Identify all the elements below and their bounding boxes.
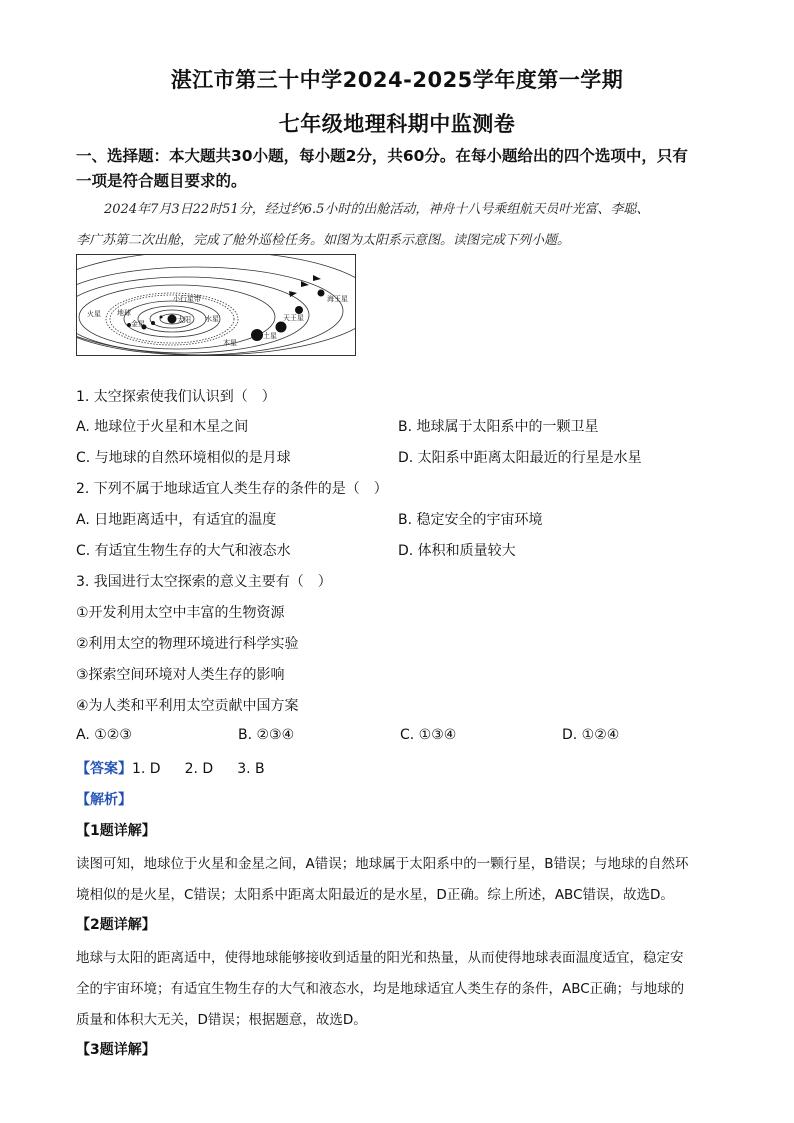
- q2-detail-line1: 地球与太阳的距离适中，使得地球能够接收到适量的阳光和热量，从而使得地球表面温度适宜，稳定安: [76, 950, 684, 966]
- q1-option-d[interactable]: D. 太阳系中距离太阳最近的行星是水星: [398, 450, 642, 466]
- mercury-marker: [160, 316, 163, 319]
- answer-row: [76, 758, 265, 778]
- q2-option-b[interactable]: B. 稳定安全的宇宙环境: [398, 512, 543, 528]
- orbit-neptune: [77, 255, 355, 355]
- orbit-arrow-3: [313, 275, 321, 281]
- question-1-stem: 1. 太空探索使我们认识到（ ）: [76, 389, 276, 405]
- q1-option-c[interactable]: C. 与地球的自然环境相似的是月球: [76, 450, 291, 466]
- label-sun: 太阳: [177, 316, 191, 324]
- solar-system-diagram: [76, 254, 356, 356]
- page-subtitle: 七年级地理科期中监测卷: [278, 112, 516, 136]
- q2-detail-line3: 质量和体积大无关，D错误；根据题意，故选D。: [76, 1012, 367, 1028]
- label-venus: 金星: [131, 320, 145, 328]
- q3-item-2: ②利用太空的物理环境进行科学实验: [76, 636, 299, 652]
- q1-option-a[interactable]: A. 地球位于火星和木星之间: [76, 419, 249, 435]
- q3-option-d[interactable]: D. ①②④: [562, 727, 620, 743]
- question-3-stem: 3. 我国进行太空探索的意义主要有（ ）: [76, 574, 332, 590]
- label-mercury: 水星: [205, 315, 219, 323]
- q2-detail-line2: 全的宇宙环境；有适宜生物生存的大气和液态水，均是地球适宜人类生存的条件，ABC正确；与地球的: [76, 981, 685, 997]
- intro-line2: 李广苏第二次出舱，完成了舱外巡检任务。如图为太阳系示意图。读图完成下列小题。: [76, 233, 571, 248]
- label-saturn: 土星: [263, 332, 277, 340]
- analysis-label: 【解析】: [76, 792, 132, 808]
- neptune-marker: [318, 290, 325, 297]
- solar-system-svg: [77, 255, 355, 355]
- q2-detail-heading: 【2题详解】: [76, 917, 156, 933]
- label-neptune: 海王星: [327, 295, 348, 303]
- q2-option-d[interactable]: D. 体积和质量较大: [398, 543, 516, 559]
- answer-label: 【答案】: [76, 761, 132, 777]
- q3-detail-heading: 【3题详解】: [76, 1042, 156, 1058]
- answer-2: 2. D: [184, 761, 214, 777]
- q3-option-c[interactable]: C. ①③④: [400, 727, 457, 743]
- intro-line1: 2024年7月3日22时51分，经过约6.5小时的出舱活动，神舟十八号乘组航天员叶光富、李聪、: [104, 202, 650, 217]
- q3-option-b[interactable]: B. ②③④: [238, 727, 295, 743]
- orbit-saturn: [77, 277, 309, 353]
- q3-item-3: ③探索空间环境对人类生存的影响: [76, 667, 285, 683]
- jupiter-marker: [251, 329, 263, 341]
- section-instruction-line2: 一项是符合题目要求的。: [76, 172, 247, 190]
- q2-option-a[interactable]: A. 日地距离适中，有适宜的温度: [76, 512, 277, 528]
- sun-marker: [168, 315, 177, 324]
- saturn-marker: [276, 322, 287, 333]
- uranus-marker: [295, 306, 303, 314]
- q3-option-a[interactable]: A. ①②③: [76, 727, 132, 743]
- q1-detail-line2: 境相似的是火星，C错误；太阳系中距离太阳最近的是水星，D正确。综上所述，ABC错误，故选D。: [76, 887, 674, 903]
- venus-marker: [151, 321, 155, 325]
- label-asteroid-belt: 小行星带: [173, 295, 201, 303]
- label-jupiter: 木星: [223, 339, 237, 347]
- q1-detail-heading: 【1题详解】: [76, 823, 156, 839]
- q3-item-1: ①开发利用太空中丰富的生物资源: [76, 605, 285, 621]
- page-title: 湛江市第三十中学2024-2025学年度第一学期: [170, 68, 624, 92]
- answer-3: 3. B: [237, 761, 265, 777]
- label-mars: 火星: [87, 310, 101, 318]
- question-2-stem: 2. 下列不属于地球适宜人类生存的条件的是（ ）: [76, 481, 388, 497]
- label-earth: 地球: [117, 309, 131, 317]
- q1-detail-line1: 读图可知，地球位于火星和金星之间，A错误；地球属于太阳系中的一颗行星，B错误；与地球的自然环: [76, 856, 689, 872]
- q1-option-b[interactable]: B. 地球属于太阳系中的一颗卫星: [398, 419, 599, 435]
- section-instruction-line1: 一、选择题：本大题共30小题，每小题2分，共60分。在每小题给出的四个选项中，只有: [76, 147, 688, 165]
- q2-option-c[interactable]: C. 有适宜生物生存的大气和液态水: [76, 543, 291, 559]
- label-uranus: 天王星: [283, 314, 304, 322]
- answer-1: 1. D: [132, 761, 161, 777]
- q3-item-4: ④为人类和平利用太空贡献中国方案: [76, 698, 299, 714]
